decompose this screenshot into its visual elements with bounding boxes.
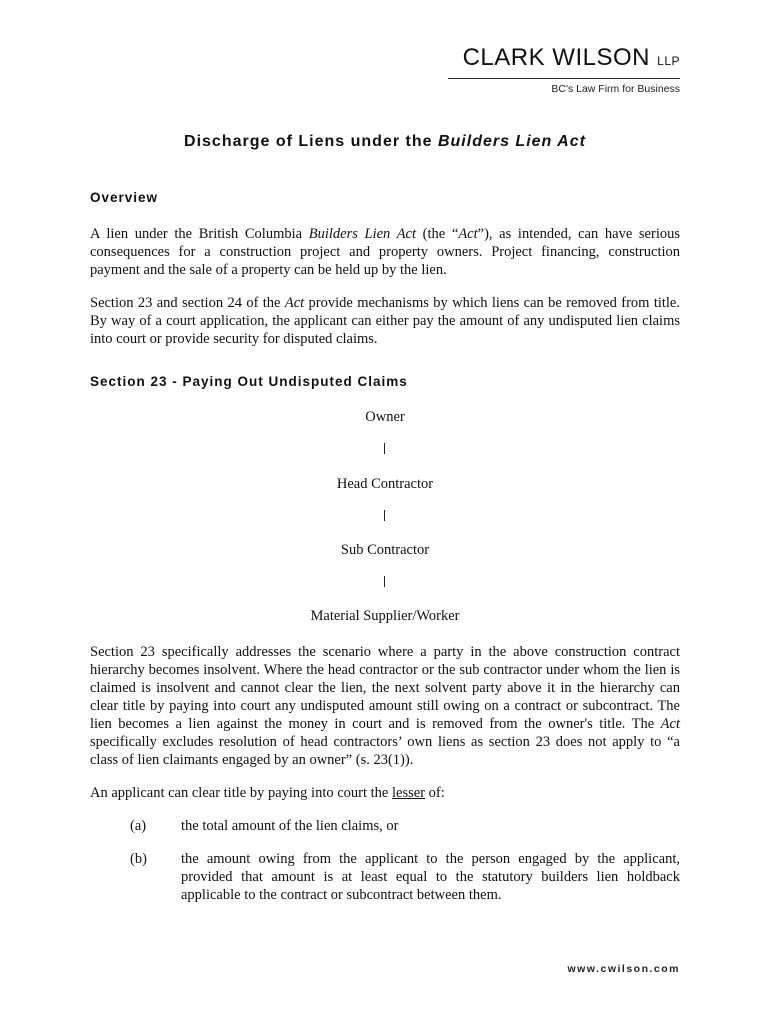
list-item-text: the total amount of the lien claims, or <box>181 818 399 834</box>
list-marker: (a) <box>130 818 147 834</box>
firm-logo <box>448 44 680 95</box>
overview-heading: Overview <box>90 190 159 205</box>
title-act-name: Builders Lien Act <box>437 133 586 150</box>
hierarchy-head-contractor: Head Contractor <box>336 476 434 492</box>
section23-paragraph-2: An applicant can clear title by paying into court the lesser of: <box>90 785 445 801</box>
logo-name: CLARK WILSON LLP <box>462 44 680 71</box>
hierarchy-material-supplier: Material Supplier/Worker <box>310 608 460 624</box>
hierarchy-sub-contractor: Sub Contractor <box>340 542 430 558</box>
hierarchy-connector <box>384 576 385 587</box>
hierarchy-owner: Owner <box>365 409 405 425</box>
document-title: Discharge of Liens under the Builders Lien Act <box>184 133 586 150</box>
list-item-text: the amount owing from the applicant to the person engaged by the applicant, provided that amount is at least equal to the statutory builders lien holdback applicable to the contract or subcontract between them. <box>181 851 680 903</box>
logo-divider <box>448 78 680 79</box>
hierarchy-connector <box>384 510 385 521</box>
section23-heading: Section 23 - Paying Out Undisputed Claims <box>90 374 408 389</box>
overview-paragraph-2: Section 23 and section 24 of the Act provide mechanisms by which liens can be removed from title. By way of a court application, the applicant can either pay the amount of any undisputed lien claims into court or provide security for disputed claims. <box>90 295 680 347</box>
logo-suffix: LLP <box>657 54 680 68</box>
footer-website: www.cwilson.com <box>567 963 680 975</box>
logo-tagline: BC's Law Firm for Business <box>551 83 680 95</box>
overview-paragraph-1: A lien under the British Columbia Builders Lien Act (the “Act”), as intended, can have serious consequences for a construction project and property owners. Project financing, construction payment and the sale of a property can be held up by the lien. <box>90 226 680 278</box>
hierarchy-connector <box>384 443 385 454</box>
section23-paragraph-1: Section 23 specifically addresses the scenario where a party in the above construction contract hierarchy becomes insolvent. Where the head contractor or the sub contractor under whom the lien is claimed is insolvent and cannot clear the lien, the next solvent party above it in the hierarchy can clear title by paying into court any undisputed amount still owing on a contract or subcontract. The lien becomes a lien against the money in court and is removed from the owner's title. The Act specifically excludes resolution of head contractors’ own liens as section 23 does not apply to “a class of lien claimants engaged by an owner” (s. 23(1)). <box>90 644 680 768</box>
list-marker: (b) <box>130 851 147 867</box>
